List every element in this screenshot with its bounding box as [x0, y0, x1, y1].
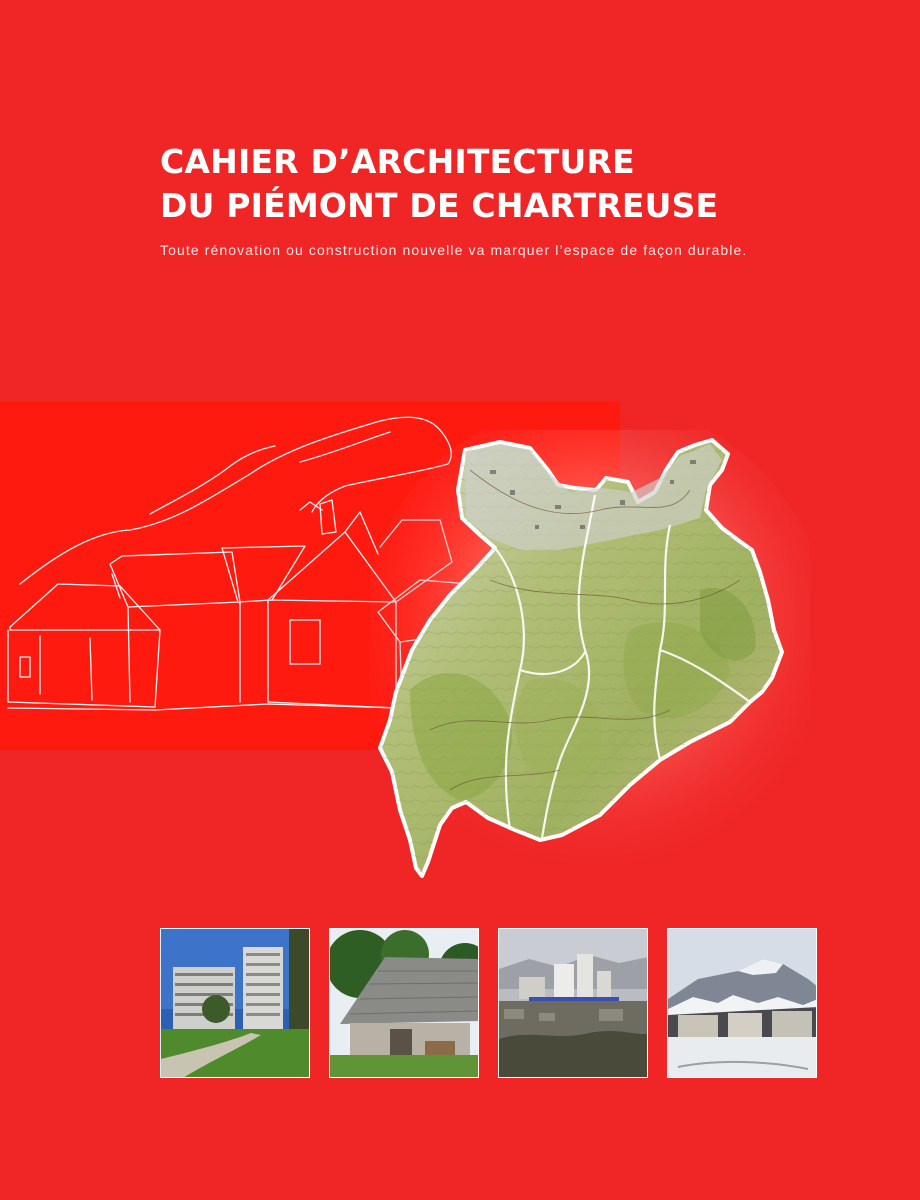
photo-residential-towers	[160, 928, 310, 1078]
photo-snowy-village	[667, 928, 817, 1078]
subtitle: Toute rénovation ou construction nouvelle va marquer l’espace de façon durable.	[160, 242, 748, 258]
title-line-2: DU PIÉMONT DE CHARTREUSE	[160, 186, 719, 225]
residential-tower-blocks-photo	[161, 929, 310, 1078]
snowy-village-and-mountain-photo	[668, 929, 817, 1078]
photo-strip	[0, 928, 920, 1078]
photo-old-barn	[329, 928, 479, 1078]
title-line-1: CAHIER D’ARCHITECTURE	[160, 142, 635, 181]
topographic-map	[370, 430, 810, 880]
map-illustration	[370, 430, 810, 880]
old-stone-barn-with-slate-roof-photo	[330, 929, 479, 1078]
page-title	[160, 140, 718, 228]
town-panorama-photo	[499, 929, 648, 1078]
photo-town-panorama	[498, 928, 648, 1078]
